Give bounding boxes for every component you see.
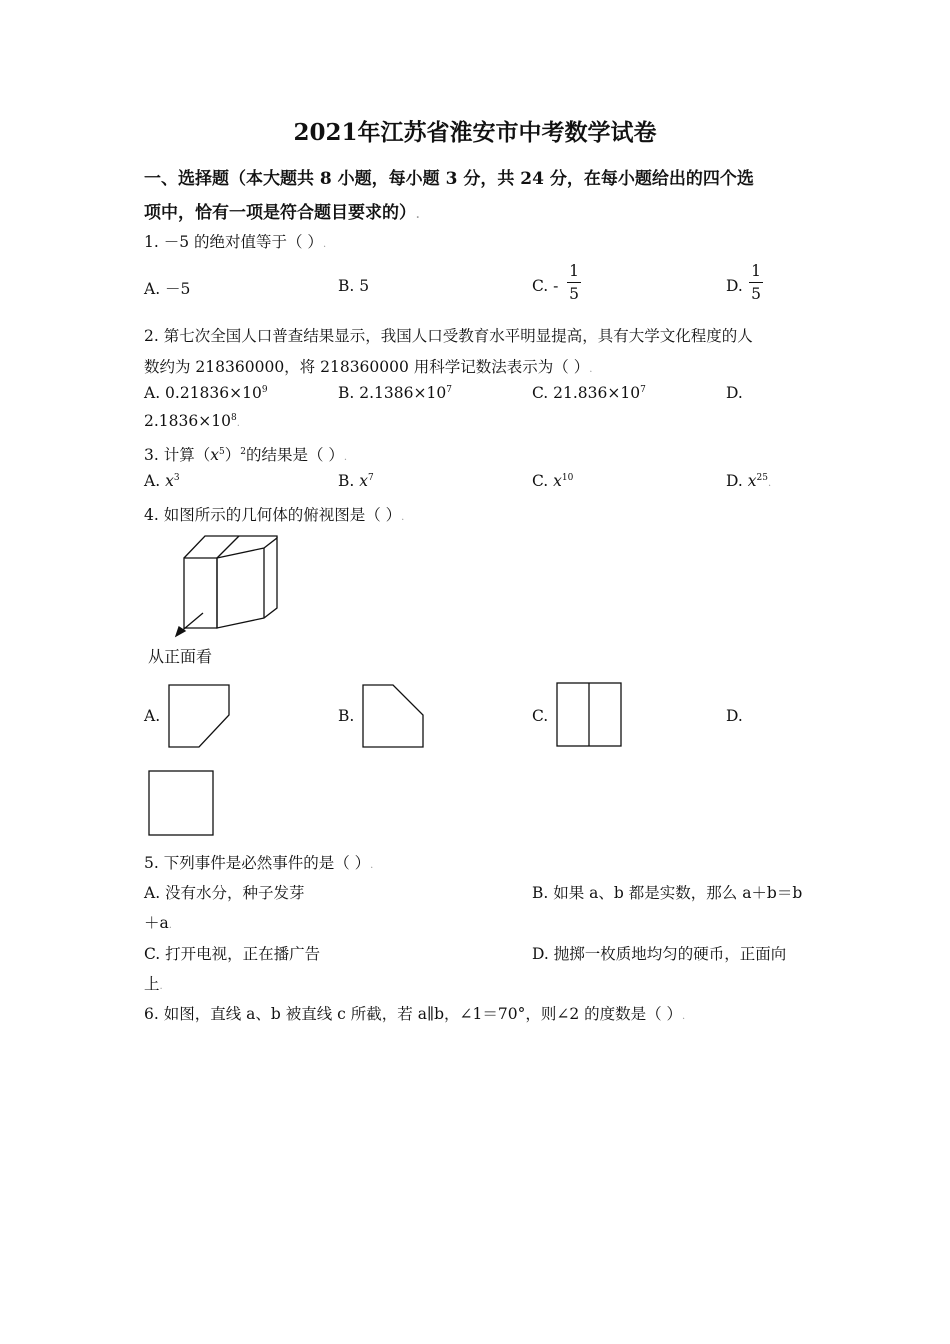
q3-option-b: B. $x^7$ <box>338 472 374 490</box>
q1-option-d-fraction: 1 5 <box>749 262 763 303</box>
q4-option-d-shape <box>146 768 216 838</box>
question-6-stem: 6. 如图，直线 a、b 被直线 c 所截，若 a∥b，∠1＝70°，则∠2 的度数是（ ）. <box>144 1005 686 1023</box>
question-1-stem: 1. －5 的绝对值等于（ ）. <box>144 233 327 251</box>
solid-figure <box>170 530 285 640</box>
question-2-line1: 2. 第七次全国人口普查结果显示，我国人口受教育水平明显提高，具有大学文化程度的人 <box>144 327 753 345</box>
q3-option-c: C. $x^{10}$ <box>532 472 574 490</box>
q3-option-a: A. $x^3$ <box>144 472 180 490</box>
q4-option-a-shape <box>166 682 234 750</box>
q5-option-a: A. 没有水分，种子发芽 <box>144 884 305 902</box>
q1-option-c-fraction: 1 5 <box>567 262 581 303</box>
solid-front-face <box>184 558 217 628</box>
q1-option-d: D. <box>726 277 743 295</box>
question-4-stem: 4. 如图所示的几何体的俯视图是（ ）. <box>144 506 405 524</box>
page-title: 2021年江苏省淮安市中考数学试卷 <box>293 119 657 146</box>
q4-option-a-label: A. <box>144 707 161 725</box>
q4-option-b-label: B. <box>338 707 355 725</box>
q4-option-d-label: D. <box>726 707 743 725</box>
q5-option-d-continued: 上. <box>144 975 163 993</box>
question-3-stem: 3. 计算$(x^5)^2$的结果是（ ）. <box>144 446 348 464</box>
question-2-line2: 数约为 218360000，将 218360000 用科学记数法表示为（ ）. <box>144 358 593 376</box>
q5-option-b: B. 如果 a、b 都是实数，那么 a＋b＝b <box>532 884 803 902</box>
solid-top-inner-edge <box>217 536 239 558</box>
section-heading-line2: 项中，恰有一项是符合题目要求的）. <box>144 203 420 223</box>
q2-option-d: $2.1836\times 10^8$. <box>144 412 240 430</box>
q4-option-b-shape <box>360 682 428 750</box>
q4-option-c-label: C. <box>532 707 549 725</box>
section-heading-line1: 一、选择题（本大题共 8 小题，每小题 3 分，共 24 分，在每小题给出的四个选 <box>144 169 754 189</box>
q1-option-b: B. 5 <box>338 277 370 295</box>
q5-option-b-continued: ＋a. <box>144 914 172 932</box>
q3-option-d: D. $x^{25}$. <box>726 472 772 490</box>
solid-side-face <box>217 538 277 628</box>
q2-option-a: A. $0.21836\times 10^9$ <box>144 384 268 402</box>
view-direction-label: 从正面看 <box>148 647 213 666</box>
q2-option-c: C. $21.836\times 10^7$ <box>532 384 646 402</box>
q2-option-d-label: D. <box>726 384 743 402</box>
q5-option-d: D. 抛掷一枚质地均匀的硬币，正面向 <box>532 945 787 963</box>
q1-option-c: C. - <box>532 277 559 295</box>
q4-option-c-shape <box>554 680 624 750</box>
q1-option-a: A. －5 <box>144 280 191 298</box>
q5-option-c: C. 打开电视，正在播广告 <box>144 945 321 963</box>
q2-option-b: B. $2.1386\times 10^7$ <box>338 384 452 402</box>
question-5-stem: 5. 下列事件是必然事件的是（ ）. <box>144 854 374 872</box>
